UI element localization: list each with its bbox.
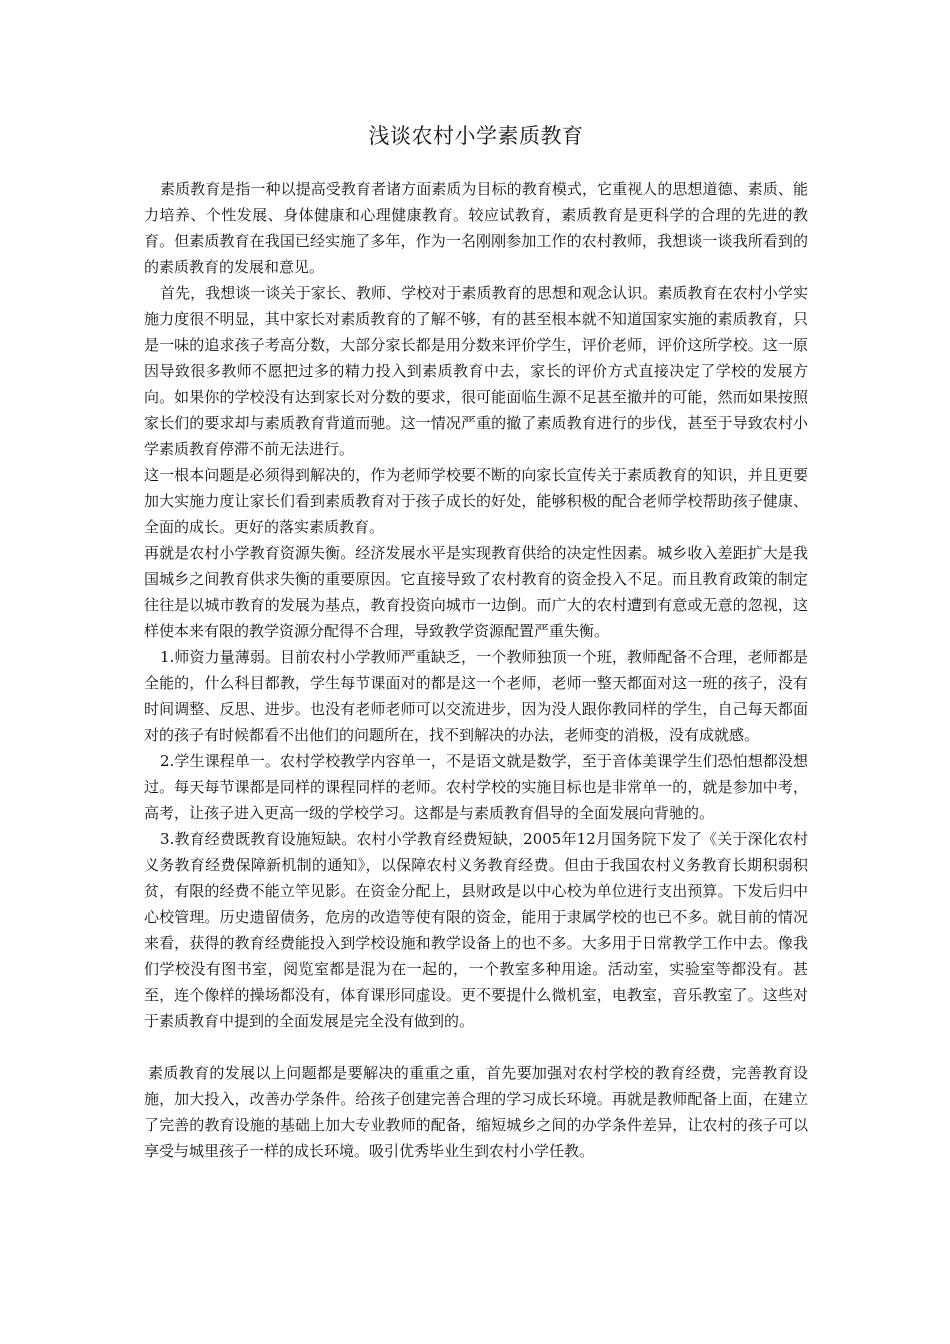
paragraph-intro: 素质教育是指一种以提高受教育者诸方面素质为目标的教育模式，它重视人的思想道德、素质、能力培养、个性发展、身体健康和心理健康教育。较应试教育，素质教育是更科学的合理的先进的教育。但素质教育在我国已经实施了多年，作为一名刚刚参加工作的农村教师，我想谈一谈我所看到的的素质教育的发展和意见。 bbox=[144, 180, 808, 276]
paragraph-point-3: 3.教育经费既教育设施短缺。农村小学教育经费短缺，2005年12月国务院下发了《关于深化农村义务教育经费保障新机制的通知》，以保障农村义务教育经费。但由于我国农村义务教育长期积弱积贫，有限的经费不能立竿见影。在资金分配上，县财政是以中心校为单位进行支出预算。下发后归中心校管理。历史遗留债务，危房的改造等使有限的资金，能用于隶属学校的也已不多。就目前的情况来看，获得的教育经费能投入到学校设施和教学设备上的也不多。大多用于日常教学工作中去。像我们学校没有图书室，阅览室都是混为在一起的，一个教室多种用途。活动室，实验室等都没有。甚至，连个像样的操场都没有，体育课形同虚设。更不要提什么微机室，电教室，音乐教室了。这些对于素质教育中提到的全面发展是完全没有做到的。 bbox=[144, 830, 808, 1030]
document-page bbox=[144, 0, 808, 1344]
document-title: 浅谈农村小学素质教育 bbox=[368, 124, 584, 148]
paragraph-parents-teachers: 首先，我想谈一谈关于家长、教师、学校对于素质教育的思想和观念认识。素质教育在农村小学实施力度很不明显，其中家长对素质教育的了解不够，有的甚至根本就不知道国家实施的素质教育，只是一味的追求孩子考高分数，大部分家长都是用分数来评价学生，评价老师，评价这所学校。这一原因导致很多教师不愿把过多的精力投入到素质教育中去，家长的评价方式直接决定了学校的发展方向。如果你的学校没有达到家长对分数的要求，很可能面临生源不足甚至撤并的可能，然而如果按照家长们的要求却与素质教育背道而驰。这一情况严重的撤了素质教育进行的步伐，甚至于导致农村小学素质教育停滞不前无法进行。 bbox=[144, 284, 808, 458]
paragraph-spacer bbox=[144, 1034, 808, 1060]
paragraph-solution: 这一根本问题是必须得到解决的，作为老师学校要不断的向家长宣传关于素质教育的知识，并且更要加大实施力度让家长们看到素质教育对于孩子成长的好处，能够积极的配合老师学校帮助孩子健康、全面的成长。更好的落实素质教育。 bbox=[144, 466, 808, 536]
document-body bbox=[144, 176, 808, 1164]
paragraph-conclusion: 素质教育的发展以上问题都是要解决的重重之重，首先要加强对农村学校的教育经费，完善教育设施，加大投入，改善办学条件。给孩子创建完善合理的学习成长环境。再就是教师配备上面，在建立了完善的教育设施的基础上加大专业教师的配备，缩短城乡之间的办学条件差异，让农村的孩子可以享受与城里孩子一样的成长环境。吸引优秀毕业生到农村小学任教。 bbox=[144, 1064, 808, 1160]
paragraph-point-2: 2.学生课程单一。农村学校教学内容单一，不是语文就是数学，至于音体美课学生们恐怕想都没想过。每天每节课都是同样的课程同样的老师。农村学校的实施目标也是非常单一的，就是参加中考，高考，让孩子进入更高一级的学校学习。这都是与素质教育倡导的全面发展向背驰的。 bbox=[144, 752, 808, 822]
paragraph-resource-imbalance: 再就是农村小学教育资源失衡。经济发展水平是实现教育供给的决定性因素。城乡收入差距扩大是我国城乡之间教育供求失衡的重要原因。它直接导致了农村教育的资金投入不足。而且教育政策的制定往往是以城市教育的发展为基点，教育投资向城市一边倒。而广大的农村遭到有意或无意的忽视，这样使本来有限的教学资源分配得不合理，导致教学资源配置严重失衡。 bbox=[144, 544, 808, 640]
paragraph-point-1: 1.师资力量薄弱。目前农村小学教师严重缺乏，一个教师独顶一个班，教师配备不合理，老师都是全能的，什么科目都教，学生每节课面对的都是这一个老师，老师一整天都面对这一班的孩子，没有时间调整、反思、进步。也没有老师老师可以交流进步，因为没人跟你教同样的学生，自己每天都面对的孩子有时候都看不出他们的问题所在，找不到解决的办法，老师变的消极，没有成就感。 bbox=[144, 648, 808, 744]
